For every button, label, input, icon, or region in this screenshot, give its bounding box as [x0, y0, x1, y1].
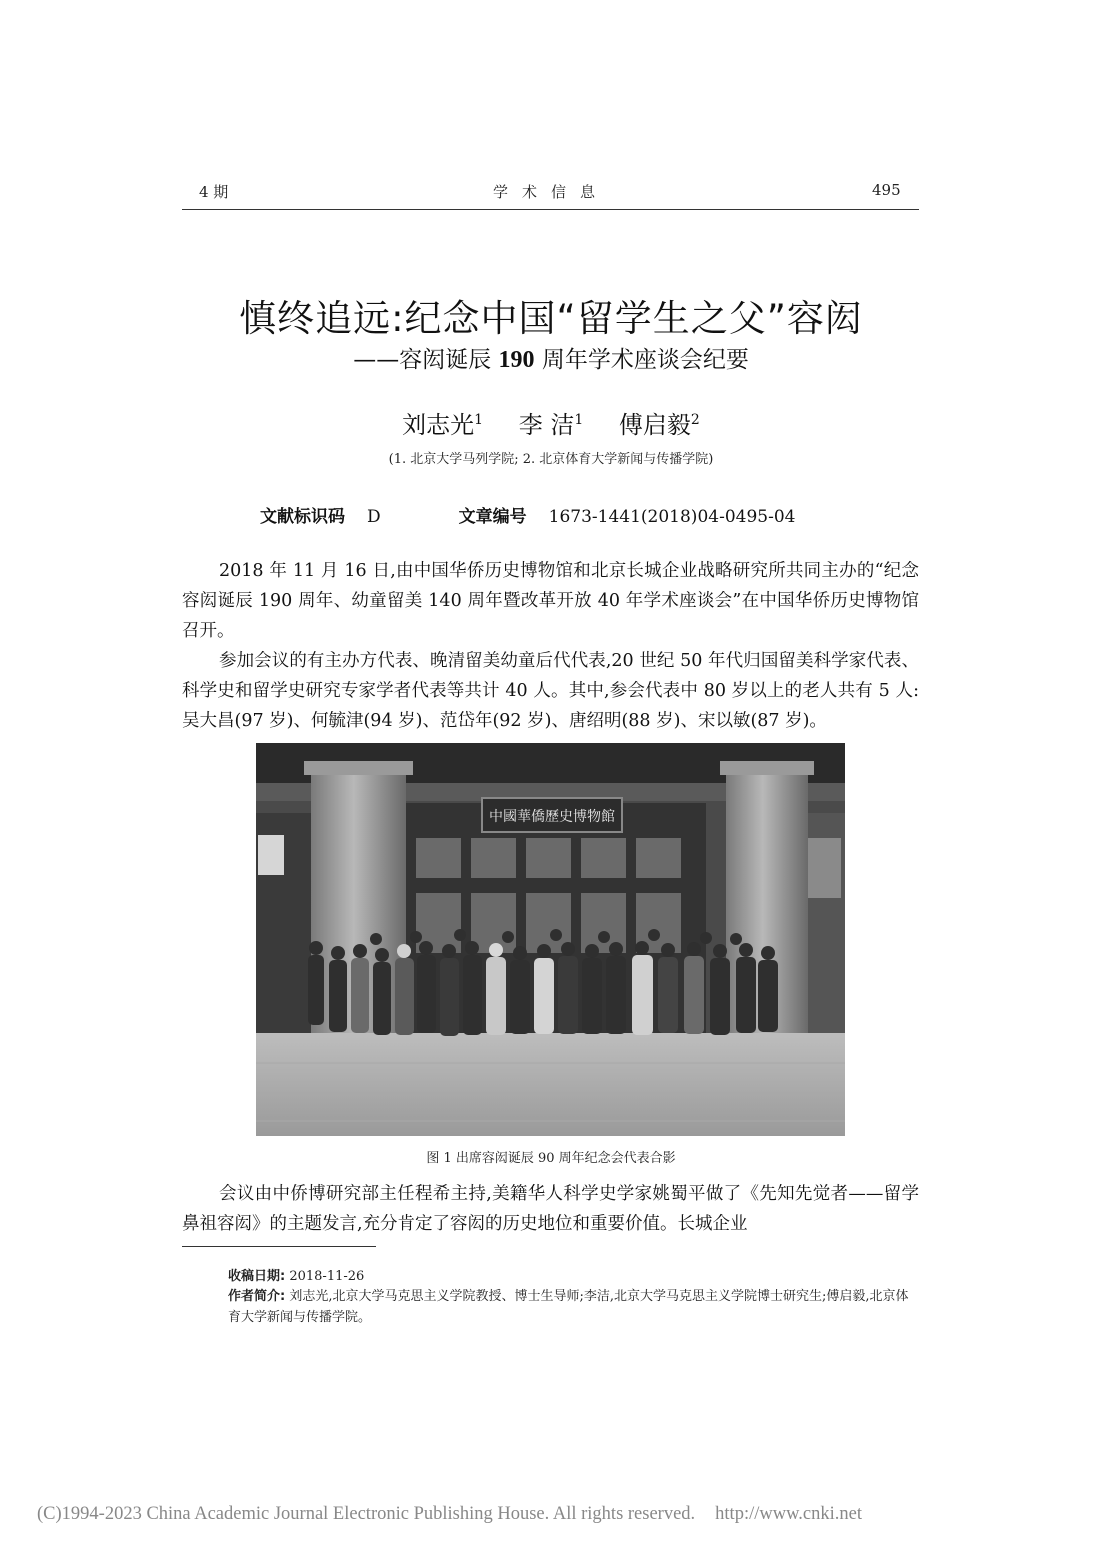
article-no-value: 1673-1441(2018)04-0495-04 [548, 507, 796, 527]
author [402, 411, 483, 439]
header-page-number: 495 [872, 181, 901, 199]
copyright-footer [37, 1504, 862, 1525]
bio-label: 作者简介: [228, 1289, 286, 1304]
header-journal-name: 学术信息 [492, 183, 609, 201]
received-label: 收稿日期: [228, 1269, 286, 1284]
author-affiliation-mark: 2 [690, 412, 700, 428]
author-name: 李 洁 [518, 411, 575, 439]
body-paragraph: 会议由中侨博研究部主任程希主持,美籍华人科学史学家姚蜀平做了《先知先觉者——留学鼻祖容闳》的主题发言,充分肯定了容闳的历史地位和重要价值。长城企业 [182, 1184, 919, 1234]
body-paragraph: 参加会议的有主办方代表、晚清留美幼童后代代表,20 世纪 50 年代归国留美科学家代表、科学史和留学史研究专家学者代表等共计 40 人。其中,参会代表中 80 岁以上的老人共有 5 人:吴大昌(97 岁)、何毓津(94 岁)、范岱年(92 岁)、唐绍明(88 岁)、宋以敏(87 岁)。 [182, 651, 919, 731]
author-affiliation-mark: 1 [574, 412, 584, 428]
subtitle-suffix: 周年学术座谈会纪要 [541, 347, 749, 373]
author-name: 傅启毅 [618, 411, 691, 439]
footnote-author-bio [228, 1286, 918, 1328]
author [519, 411, 584, 439]
subtitle-number: 190 [498, 347, 535, 373]
author [619, 411, 700, 439]
figure-caption: 图 1 出席容闳诞辰 90 周年纪念会代表合影 [426, 1151, 676, 1166]
bio-text: 刘志光,北京大学马克思主义学院教授、博士生导师;李洁,北京大学马克思主义学院博士研究生;傅启毅,北京体育大学新闻与传播学院。 [228, 1289, 909, 1325]
article-subtitle [0, 341, 1102, 374]
doc-code-label: 文献标识码 [260, 507, 345, 527]
header-issue: 4 期 [199, 183, 229, 201]
article-no-label: 文章编号 [458, 507, 527, 527]
article-meta [260, 502, 795, 527]
cnki-link[interactable]: http://www.cnki.net [715, 1504, 862, 1524]
author-name: 刘志光 [402, 411, 475, 439]
body-paragraph: 2018 年 11 月 16 日,由中国华侨历史博物馆和北京长城企业战略研究所共同主办的“纪念容闳诞辰 190 周年、幼童留美 140 周年暨改革开放 40 年学术座谈会”在中国华侨历史博物馆召开。 [182, 561, 919, 641]
copyright-text: (C)1994-2023 China Academic Journal Electronic Publishing House. All rights reserved. [37, 1504, 696, 1524]
author-list [0, 405, 1102, 440]
group-photo [256, 743, 845, 1136]
header-rule [182, 209, 919, 210]
received-date: 2018-11-26 [289, 1269, 365, 1284]
doc-code-value: D [367, 507, 381, 527]
subtitle-prefix: ——容闳诞辰 [353, 347, 492, 373]
author-affiliation-mark: 1 [474, 412, 484, 428]
museum-sign-text: 中國華僑歷史博物館 [489, 809, 615, 825]
footnote-received [228, 1266, 918, 1287]
footnote-rule [182, 1246, 376, 1247]
article-title: 慎终追远:纪念中国“留学生之父”容闳 [239, 297, 863, 340]
affiliations: (1. 北京大学马列学院; 2. 北京体育大学新闻与传播学院) [388, 452, 714, 467]
